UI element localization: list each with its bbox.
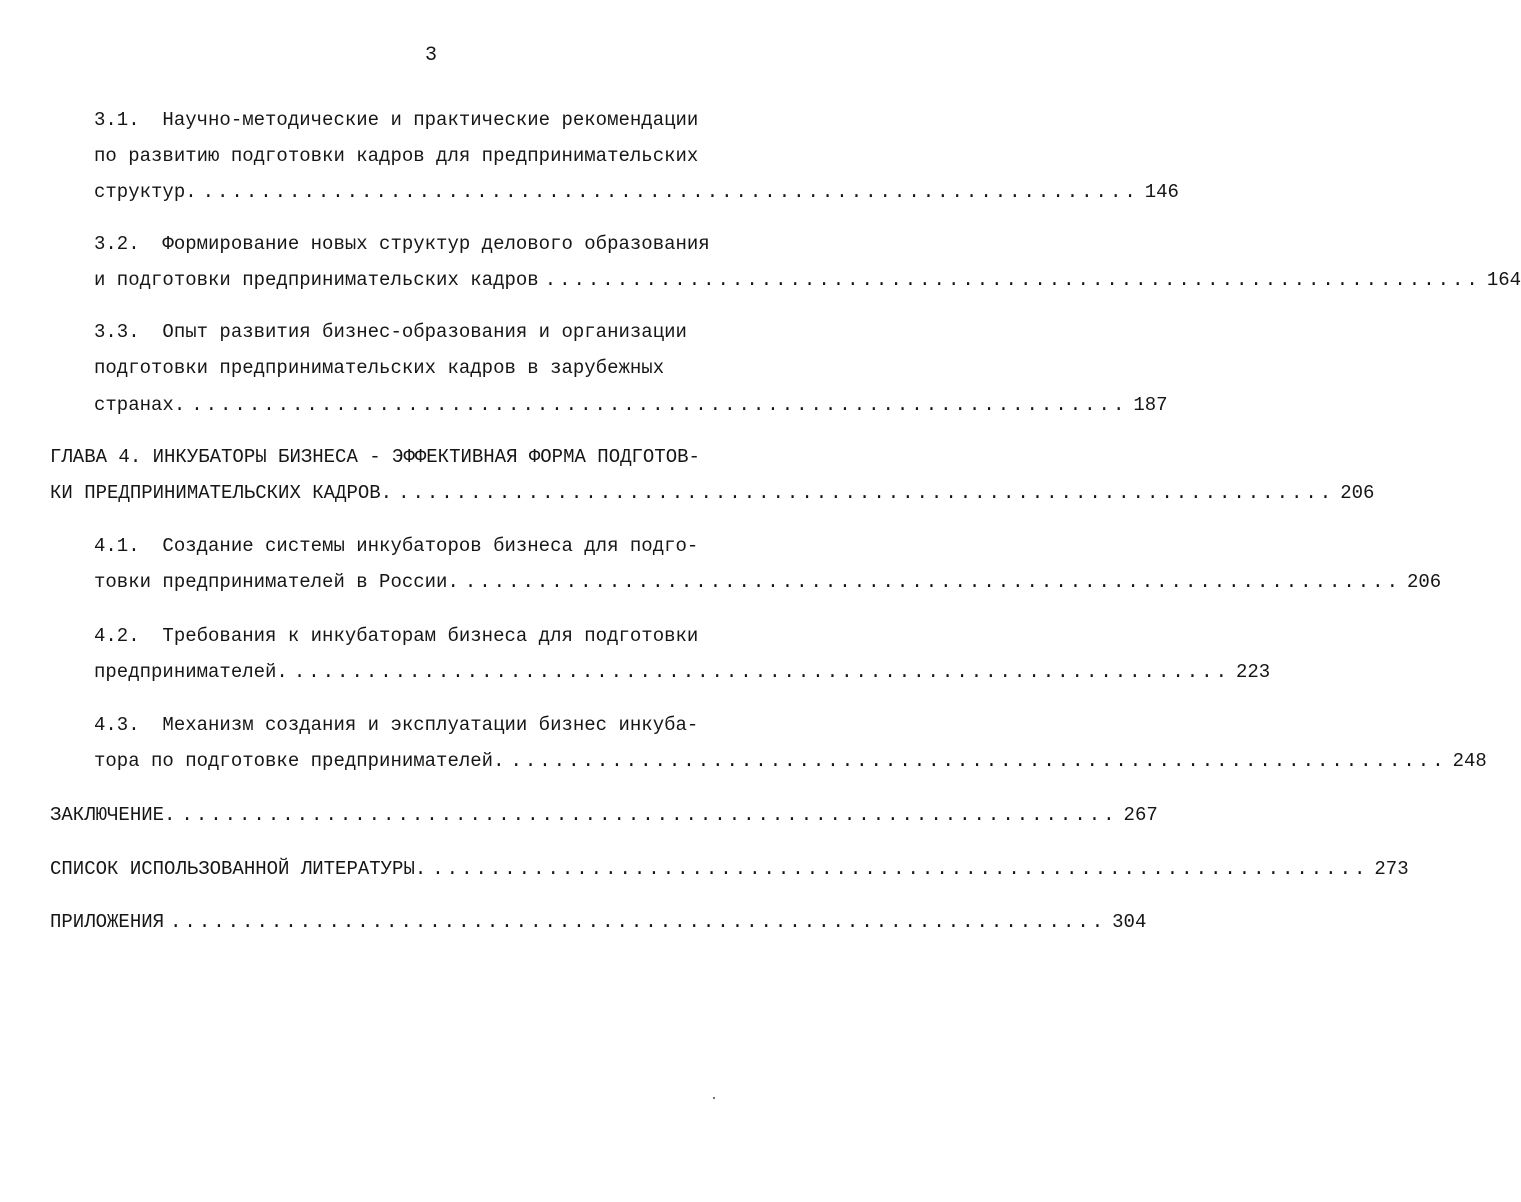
toc-appendices-text: ПРИЛОЖЕНИЯ (50, 911, 165, 933)
dot-leader: ................................................................. (432, 858, 1369, 880)
toc-references-text: СПИСОК ИСПОЛЬЗОВАННОЙ ЛИТЕРАТУРЫ. (50, 858, 427, 880)
dot-leader: ................................................................. (510, 750, 1447, 772)
toc-chapter-4-line-1: ГЛАВА 4. ИНКУБАТОРЫ БИЗНЕСА - ЭФФЕКТИВНАЯ ФОРМА ПОДГОТОВ- (50, 446, 700, 468)
toc-references[interactable] (50, 857, 1409, 881)
toc-entry-3-3-page: 187 (1133, 394, 1168, 416)
toc-references-page: 273 (1374, 858, 1409, 880)
dot-leader: ................................................................. (170, 911, 1107, 933)
toc-entry-3-1-line-2: по развитию подготовки кадров для предпринимательских (94, 145, 699, 167)
toc-conclusion[interactable] (50, 803, 1158, 827)
toc-chapter-4-text: КИ ПРЕДПРИНИМАТЕЛЬСКИХ КАДРОВ. (50, 482, 393, 504)
toc-entry-4-2-line-2[interactable] (94, 660, 1271, 684)
dot-leader: ................................................................. (398, 482, 1335, 504)
page-number: 3 (424, 44, 437, 67)
toc-entry-3-3-line-3[interactable] (94, 393, 1168, 417)
toc-entry-4-2-page: 223 (1235, 661, 1271, 683)
toc-conclusion-page: 267 (1123, 804, 1158, 826)
toc-appendices-page: 304 (1112, 911, 1147, 933)
toc-entry-3-2-line-1: 3.2. Формирование новых структур делового образования (94, 233, 710, 255)
toc-entry-4-2-line-1: 4.2. Требования к инкубаторам бизнеса для подготовки (94, 625, 699, 647)
toc-entry-3-1-page: 146 (1144, 181, 1179, 203)
toc-chapter-4-line-2[interactable] (50, 481, 1375, 505)
dot-leader: ................................................................. (544, 269, 1481, 291)
dot-leader: ................................................................. (191, 394, 1128, 416)
toc-chapter-4-page: 206 (1340, 482, 1375, 504)
toc-entry-3-1-text: структур. (94, 181, 197, 203)
toc-entry-3-3-line-1: 3.3. Опыт развития бизнес-образования и организации (94, 321, 687, 343)
toc-entry-4-1-line-1: 4.1. Создание системы инкубаторов бизнеса для подго- (94, 535, 699, 557)
dot-leader: ................................................................. (464, 571, 1401, 593)
toc-entry-4-3-line-1: 4.3. Механизм создания и эксплуатации бизнес инкуба- (94, 714, 699, 736)
toc-entry-3-3-line-2: подготовки предпринимательских кадров в зарубежных (94, 357, 665, 379)
toc-entry-4-1-page: 206 (1406, 571, 1442, 593)
toc-entry-4-3-text: тора по подготовке предпринимателей. (94, 750, 505, 772)
toc-appendices[interactable] (50, 910, 1147, 934)
toc-entry-4-1-line-2[interactable] (94, 570, 1442, 594)
toc-entry-4-2-text: предпринимателей. (94, 661, 288, 683)
dot-leader: ................................................................. (181, 804, 1118, 826)
toc-conclusion-text: ЗАКЛЮЧЕНИЕ. (50, 804, 176, 826)
toc-entry-3-2-page: 164 (1486, 269, 1521, 291)
scan-speck (713, 1097, 715, 1099)
toc-entry-4-3-page: 248 (1452, 750, 1487, 772)
toc-entry-3-1-line-1: 3.1. Научно-методические и практические рекомендации (94, 109, 699, 131)
toc-entry-3-2-line-2[interactable] (94, 268, 1521, 292)
toc-entry-4-3-line-2[interactable] (94, 749, 1487, 773)
toc-entry-3-3-text: странах. (94, 394, 186, 416)
dot-leader: ................................................................. (293, 661, 1230, 683)
toc-entry-3-2-text: и подготовки предпринимательских кадров (94, 269, 539, 291)
toc-entry-4-1-text: товки предпринимателей в России. (94, 571, 459, 593)
toc-entry-3-1-line-3[interactable] (94, 180, 1179, 204)
dot-leader: ................................................................. (202, 181, 1139, 203)
